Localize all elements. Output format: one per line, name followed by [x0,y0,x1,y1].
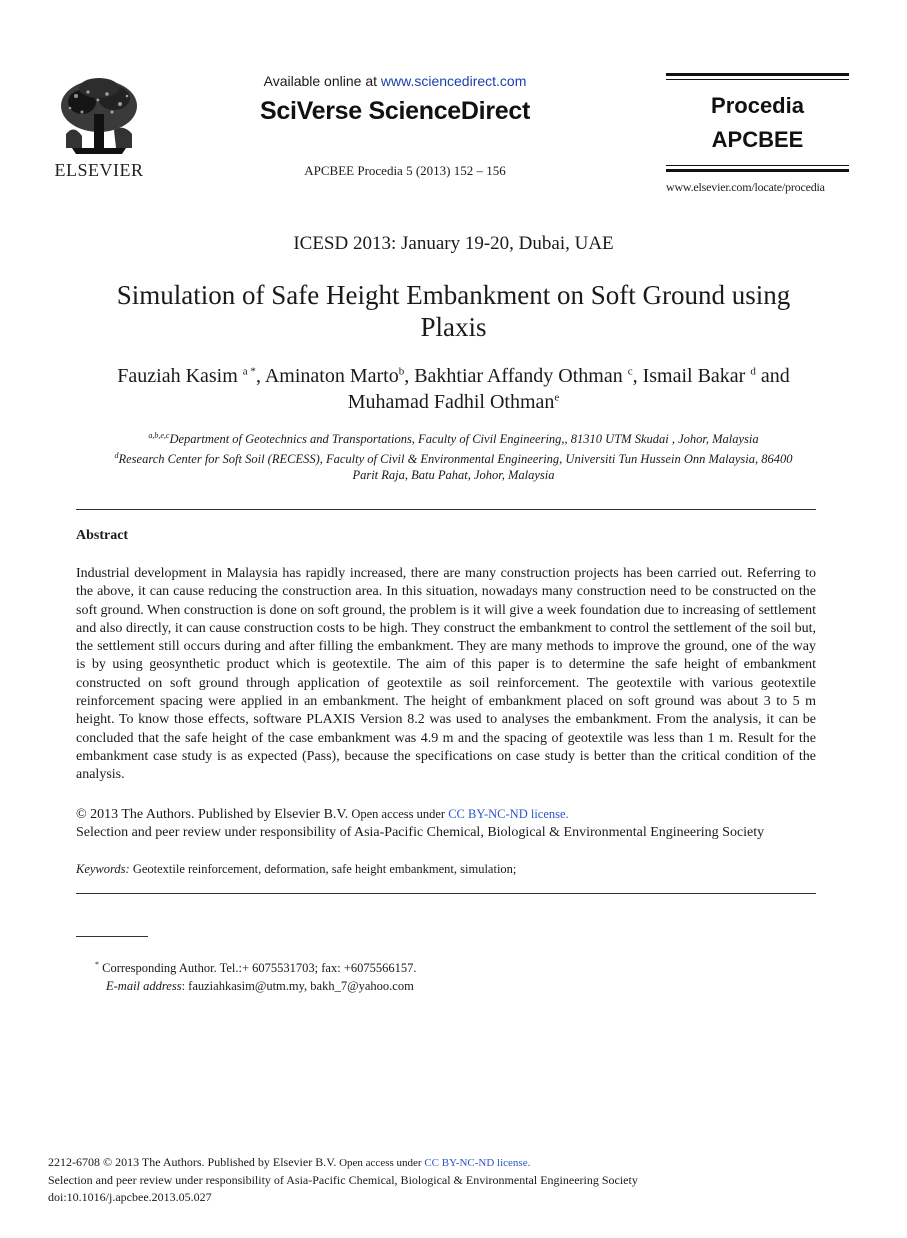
conference-line: ICESD 2013: January 19-20, Dubai, UAE [293,233,614,254]
paper-title-line1: Simulation of Safe Height Embankment on Soft Ground using [116,280,791,310]
author-affiliation-mark: a * [242,365,256,378]
email-addresses: : fauziahkasim@utm.my, bakh_7@yahoo.com [181,979,414,993]
journal-url[interactable]: www.elsevier.com/locate/procedia [666,180,825,194]
elsevier-wordmark: ELSEVIER [54,160,144,180]
keywords-text: Geotextile reinforcement, deformation, safe height embankment, simulation; [129,862,517,876]
available-online-line [200,73,590,89]
author-affiliation-mark: b [398,365,405,378]
author-affiliation-mark: d [750,365,756,378]
peer-review-line: Selection and peer review under responsibility of Asia-Pacific Chemical, Biological & Environmental Engineering Society [76,824,765,840]
author-name: Aminaton Marto [264,365,399,387]
email-label: E-mail address [106,979,182,993]
email-footnote [106,979,414,994]
keywords-label: Keywords: [76,862,130,876]
footer-peer-review: Selection and peer review under responsibility of Asia-Pacific Chemical, Biological & Environmental Engineering Society [48,1173,638,1187]
brand-top-rule [666,73,849,76]
issn-line: 2212-6708 © 2013 The Authors. Published by Elsevier B.V. [48,1155,337,1169]
author-name: Muhamad Fadhil Othman [347,391,555,413]
available-online-prefix: Available online at [263,73,381,89]
author-name: Ismail Bakar [642,365,746,387]
page-footer [48,1154,848,1206]
copyright-block [76,806,836,841]
procedia-brand-line2: APCBEE [711,127,804,152]
footer-license-link[interactable]: CC BY-NC-ND license. [424,1157,531,1169]
footer-open-access: Open access under [336,1157,425,1169]
author-name: Bakhtiar Affandy Othman [414,365,623,387]
paper-title [60,279,847,343]
license-link[interactable]: CC BY-NC-ND license. [448,807,569,821]
doi-line[interactable]: doi:10.1016/j.apcbee.2013.05.027 [48,1190,212,1204]
author-affiliation-mark: e [554,391,560,404]
author-list: Fauziah Kasim $^{a *}$, Aminaton Marto$^b$, Bakhtiar Affandy Othman $^c$, Ismail Bakar $^d$ and Muhamad Fadhil Othman$^e$ [117,365,790,413]
abstract-body: Industrial development in Malaysia has rapidly increased, there are many construction projects has been carried out. Referring to the above, it can cause reducing the construction area. In this situation, nowadays many construction need to be constructed on the soft ground. When construction is done on soft ground, the problem is it will give a week foundation due to increasing of settlement and also directly, it can cause construction costs to be high. They construct the embankment to control the settlement of the soil but, the settlement still occurs during and after filling the embankment. They are many methods to improve the ground, one of the way is by using geosynthetic product which is geotextile. The aim of this paper is to determine the safe height of embankment constructed on soft ground through application of geotextile as soil reinforcement. The geotextile with various geotextile reinforcement spacing were applied in an embankment. The height of embankment placed on soft ground was about 3 to 5 m height. To know those effects, software PLAXIS Version 8.2 was used to analyses the embankment. From the analysis, it can be concluded that the safe height of the case embankment was 4.9 m and the spacing of geotextile was less than 1 m. Result for the embankment case study is as expected (Pass), because the specifications on case study is better than the critical condition of the analysis. [76,566,816,783]
affiliation-line: Parit Raja, Batu Pahat, Johor, Malaysia [352,468,555,483]
affiliation-line: $^{a,b,e,c}$Department of Geotechnics and Transportations, Faculty of Civil Engineering,, 81310 UTM Skudai , Johor, Malaysia [148,431,759,447]
paper-title-line2: Plaxis [420,312,487,342]
abstract-heading: Abstract [76,528,129,543]
elsevier-tree-icon [52,74,146,160]
brand-bottom-rule-thin [666,165,849,166]
affiliations [70,428,837,484]
copyright-line: © 2013 The Authors. Published by Elsevier B.V. [76,807,349,822]
abstract-bottom-divider [76,893,816,894]
procedia-brand-box [666,73,849,177]
sciverse-sciencedirect-logo: SciVerse ScienceDirect [260,97,530,125]
brand-bottom-rule [666,169,849,172]
footnote-rule [76,936,148,937]
sciencedirect-link[interactable]: www.sciencedirect.com [380,73,527,89]
corresponding-author-footnote: * Corresponding Author. Tel.:+ 6075531703; fax: +6075566157. [95,960,417,976]
elsevier-logo [52,74,146,182]
affiliation-line: $^d$Research Center for Soft Soil (RECESS), Faculty of Civil & Environmental Engineering, Universiti Tun Hussein Onn Malaysia, 86400 [114,450,793,466]
keywords-line [76,862,816,877]
author-affiliation-mark: c [627,365,633,378]
procedia-brand-line1: Procedia [711,93,804,118]
open-access-text: Open access under [348,807,449,821]
brand-top-rule-thin [666,79,849,80]
author-name: Fauziah Kasim [117,365,238,387]
journal-reference: APCBEE Procedia 5 (2013) 152 – 156 [304,163,506,178]
abstract-top-divider [76,509,816,510]
footnote-mark: * [95,960,99,969]
